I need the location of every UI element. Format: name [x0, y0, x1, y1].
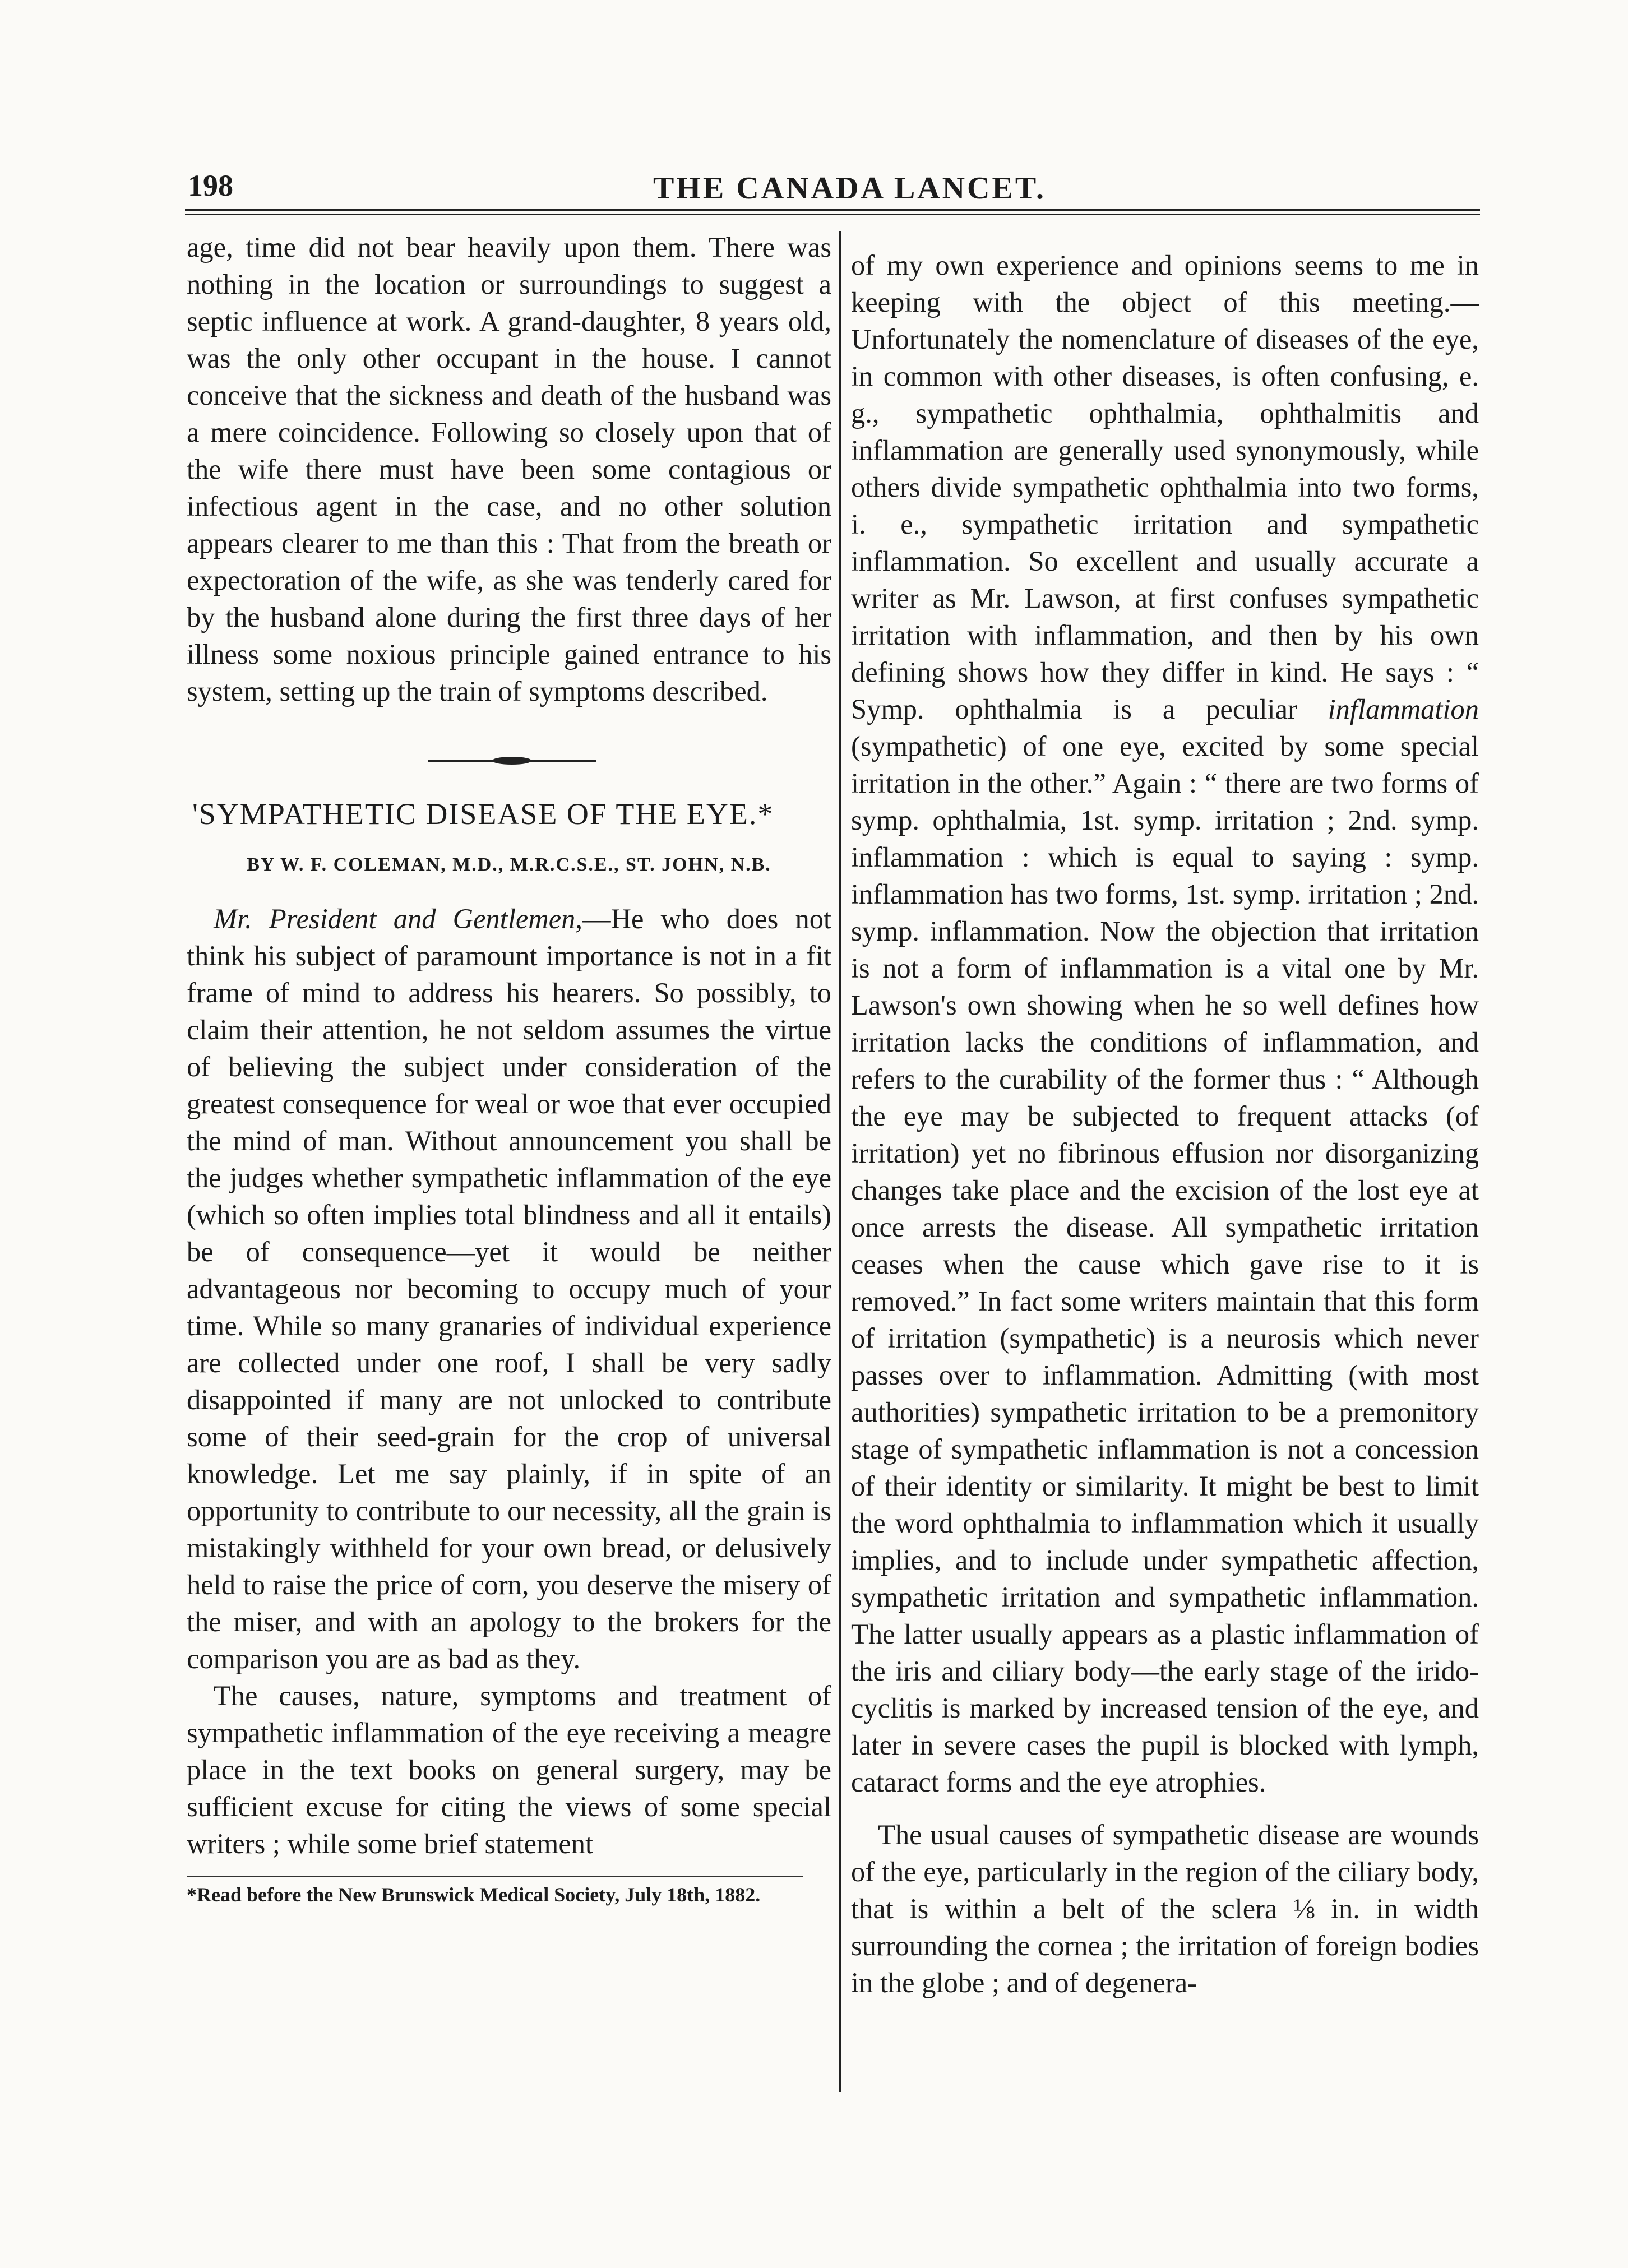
emphasized-term: inflammation — [1328, 693, 1479, 725]
footnote-rule — [187, 1876, 803, 1877]
left-column — [187, 229, 831, 1907]
ornament-dot — [492, 757, 531, 765]
page-number: 198 — [188, 169, 233, 202]
right-paragraph-1 — [851, 247, 1479, 1800]
opening-paragraph: age, time did not bear heavily upon them. There was nothing in the location or surroundings to suggest a septic influence at work. A grand-daughter, 8 years old, was the only other occupant in the house. I cannot conceive that the sickness and death of the husband was a mere coincidence. Following so closely upon that of the wife there must have been some contagious or infectious agent in the case, and no other solution appears clearer to me than this : That from the breath or expectoration of the wife, as she was tenderly cared for by the husband alone during the first three days of her illness some noxious principle gained entrance to his system, setting up the train of symptoms described. — [187, 232, 831, 707]
section-ornament — [187, 743, 831, 780]
right-paragraph-2: The usual causes of sympathetic disease are wounds of the eye, particularly in the region of the ciliary body, that is within a belt of the sclera ⅛ in. in width surrounding the cornea ; the irritation of foreign bodies in the globe ; and of degenera- — [851, 1819, 1479, 1998]
salutation: Mr. President and Gentlemen, — [214, 903, 583, 934]
article-byline: BY W. F. COLEMAN, M.D., M.R.C.S.E., ST. JOHN, N.B. — [247, 854, 771, 875]
article-paragraph-1-text: —He who does not think his subject of paramount importance is not in a fit frame of mind to address his hearers. So possibly, to claim their attention, he not seldom assumes the virtue of believing the subject under consideration of the greatest consequence for weal or woe that ever occupied the mind of man. Without announcement you shall be the judges whether sympathetic inflammation of the eye (which so often implies total blindness and all it entails) be of consequence—yet it would be neither advantageous nor becoming to occupy much of your time. While so many granaries of individual experience are collected under one roof, I shall be very sadly disappointed if many are not unlocked to contribute some of their seed-grain for the crop of universal knowledge. Let me say plainly, if in spite of an opportunity to contribute to our necessity, all the grain is mistakingly withheld for your own bread, or delusively held to raise the price of corn, you deserve the misery of the miser, and with an apology to the brokers for the comparison you are as bad as they. — [187, 903, 831, 1674]
column-divider — [839, 231, 841, 2092]
journal-title: THE CANADA LANCET. — [653, 171, 1047, 206]
right-column — [851, 247, 1479, 2001]
header-rule-top — [185, 209, 1480, 211]
page-header — [188, 163, 1477, 207]
article-paragraph-2: The causes, nature, symptoms and treatment of sympathetic inflammation of the eye receiving a meagre place in the text books on general surgery, may be sufficient excuse for citing the views of some special writers ; while some brief statement — [187, 1680, 831, 1859]
header-rule-bottom — [185, 214, 1480, 215]
article-paragraph-1 — [187, 900, 831, 1677]
right-paragraph-1-end: (sympathetic) of one eye, excited by some special irritation in the other.” Again : “ there are two forms of symp. ophthalmia, 1st. symp. irritation ; 2nd. symp. inflammation : which is equal to saying : symp. inflammation has two forms, 1st. symp. irritation ; 2nd. symp. inflammation. Now the objection that irritation is not a form of inflammation is a vital one by Mr. Lawson's own showing when he so well defines how irritation lacks the conditions of inflammation, and refers to the curability of the former thus : “ Although the eye may be subjected to frequent attacks (of irritation) yet no fibrinous effusion nor disorganizing changes take place and the excision of the lost eye at once arrests the disease. All sympathetic irritation ceases when the cause which gave rise to it is removed.” In fact some writers maintain that this form of irritation (sympathetic) is a neurosis which never passes over to inflammation. Admitting (with most authorities) sympathetic irritation to be a premonitory stage of sympathetic inflammation is not a concession of their identity or similarity. It might be best to limit the word ophthalmia to inflammation which it usually implies, and to include under sympathetic affection, sympathetic irritation and sympathetic inflammation. The latter usually appears as a plastic inflammation of the iris and ciliary body—the early stage of the irido-cyclitis is marked by increased tension of the eye, and later in severe cases the pupil is blocked with lymph, cataract forms and the eye atrophies. — [851, 730, 1479, 1798]
article-title: 'SYMPATHETIC DISEASE OF THE EYE.* — [192, 797, 774, 831]
footnote: *Read before the New Brunswick Medical Society, July 18th, 1882. — [187, 1883, 761, 1906]
right-paragraph-1-start: of my own experience and opinions seems to me in keeping with the object of this meeting.—Unfortunately the nomenclature of diseases of the eye, in common with other diseases, is often confusing, e. g., sympathetic ophthalmia, ophthalmitis and inflammation are generally used synonymously, while others divide sympathetic ophthalmia into two forms, i. e., sympathetic irritation and sympathetic inflammation. So excellent and usually accurate a writer as Mr. Lawson, at first confuses sympathetic irritation with inflammation, and then by his own defining shows how they differ in kind. He says : “ Symp. ophthalmia is a peculiar — [851, 249, 1479, 725]
